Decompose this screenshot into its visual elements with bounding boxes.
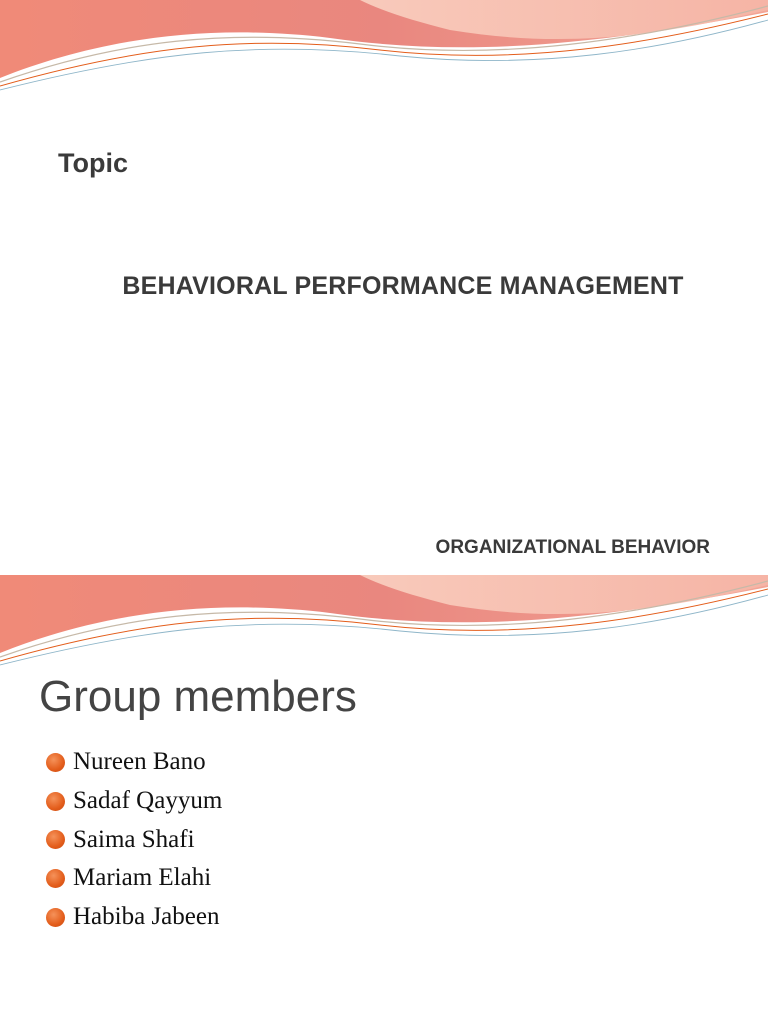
header-wave-decoration [0,575,768,675]
bullet-icon [46,753,65,772]
topic-label: Topic [58,148,128,178]
presentation-title: BEHAVIORAL PERFORMANCE MANAGEMENT [122,272,684,300]
bullet-icon [46,830,65,849]
list-item [46,898,222,937]
member-name: Mariam Elahi [73,864,212,892]
list-item [46,743,222,782]
slide-group-members [0,575,768,1024]
header-wave-decoration [0,0,768,100]
group-members-heading: Group members [39,672,357,721]
course-label: ORGANIZATIONAL BEHAVIOR [435,537,710,558]
member-name: Sadaf Qayyum [73,787,223,815]
member-name: Habiba Jabeen [73,903,220,931]
bullet-icon [46,908,65,927]
bullet-icon [46,869,65,888]
list-item [46,859,222,898]
members-list [46,743,222,936]
list-item [46,782,222,821]
member-name: Nureen Bano [73,748,206,776]
list-item [46,820,222,859]
bullet-icon [46,792,65,811]
member-name: Saima Shafi [73,825,195,853]
